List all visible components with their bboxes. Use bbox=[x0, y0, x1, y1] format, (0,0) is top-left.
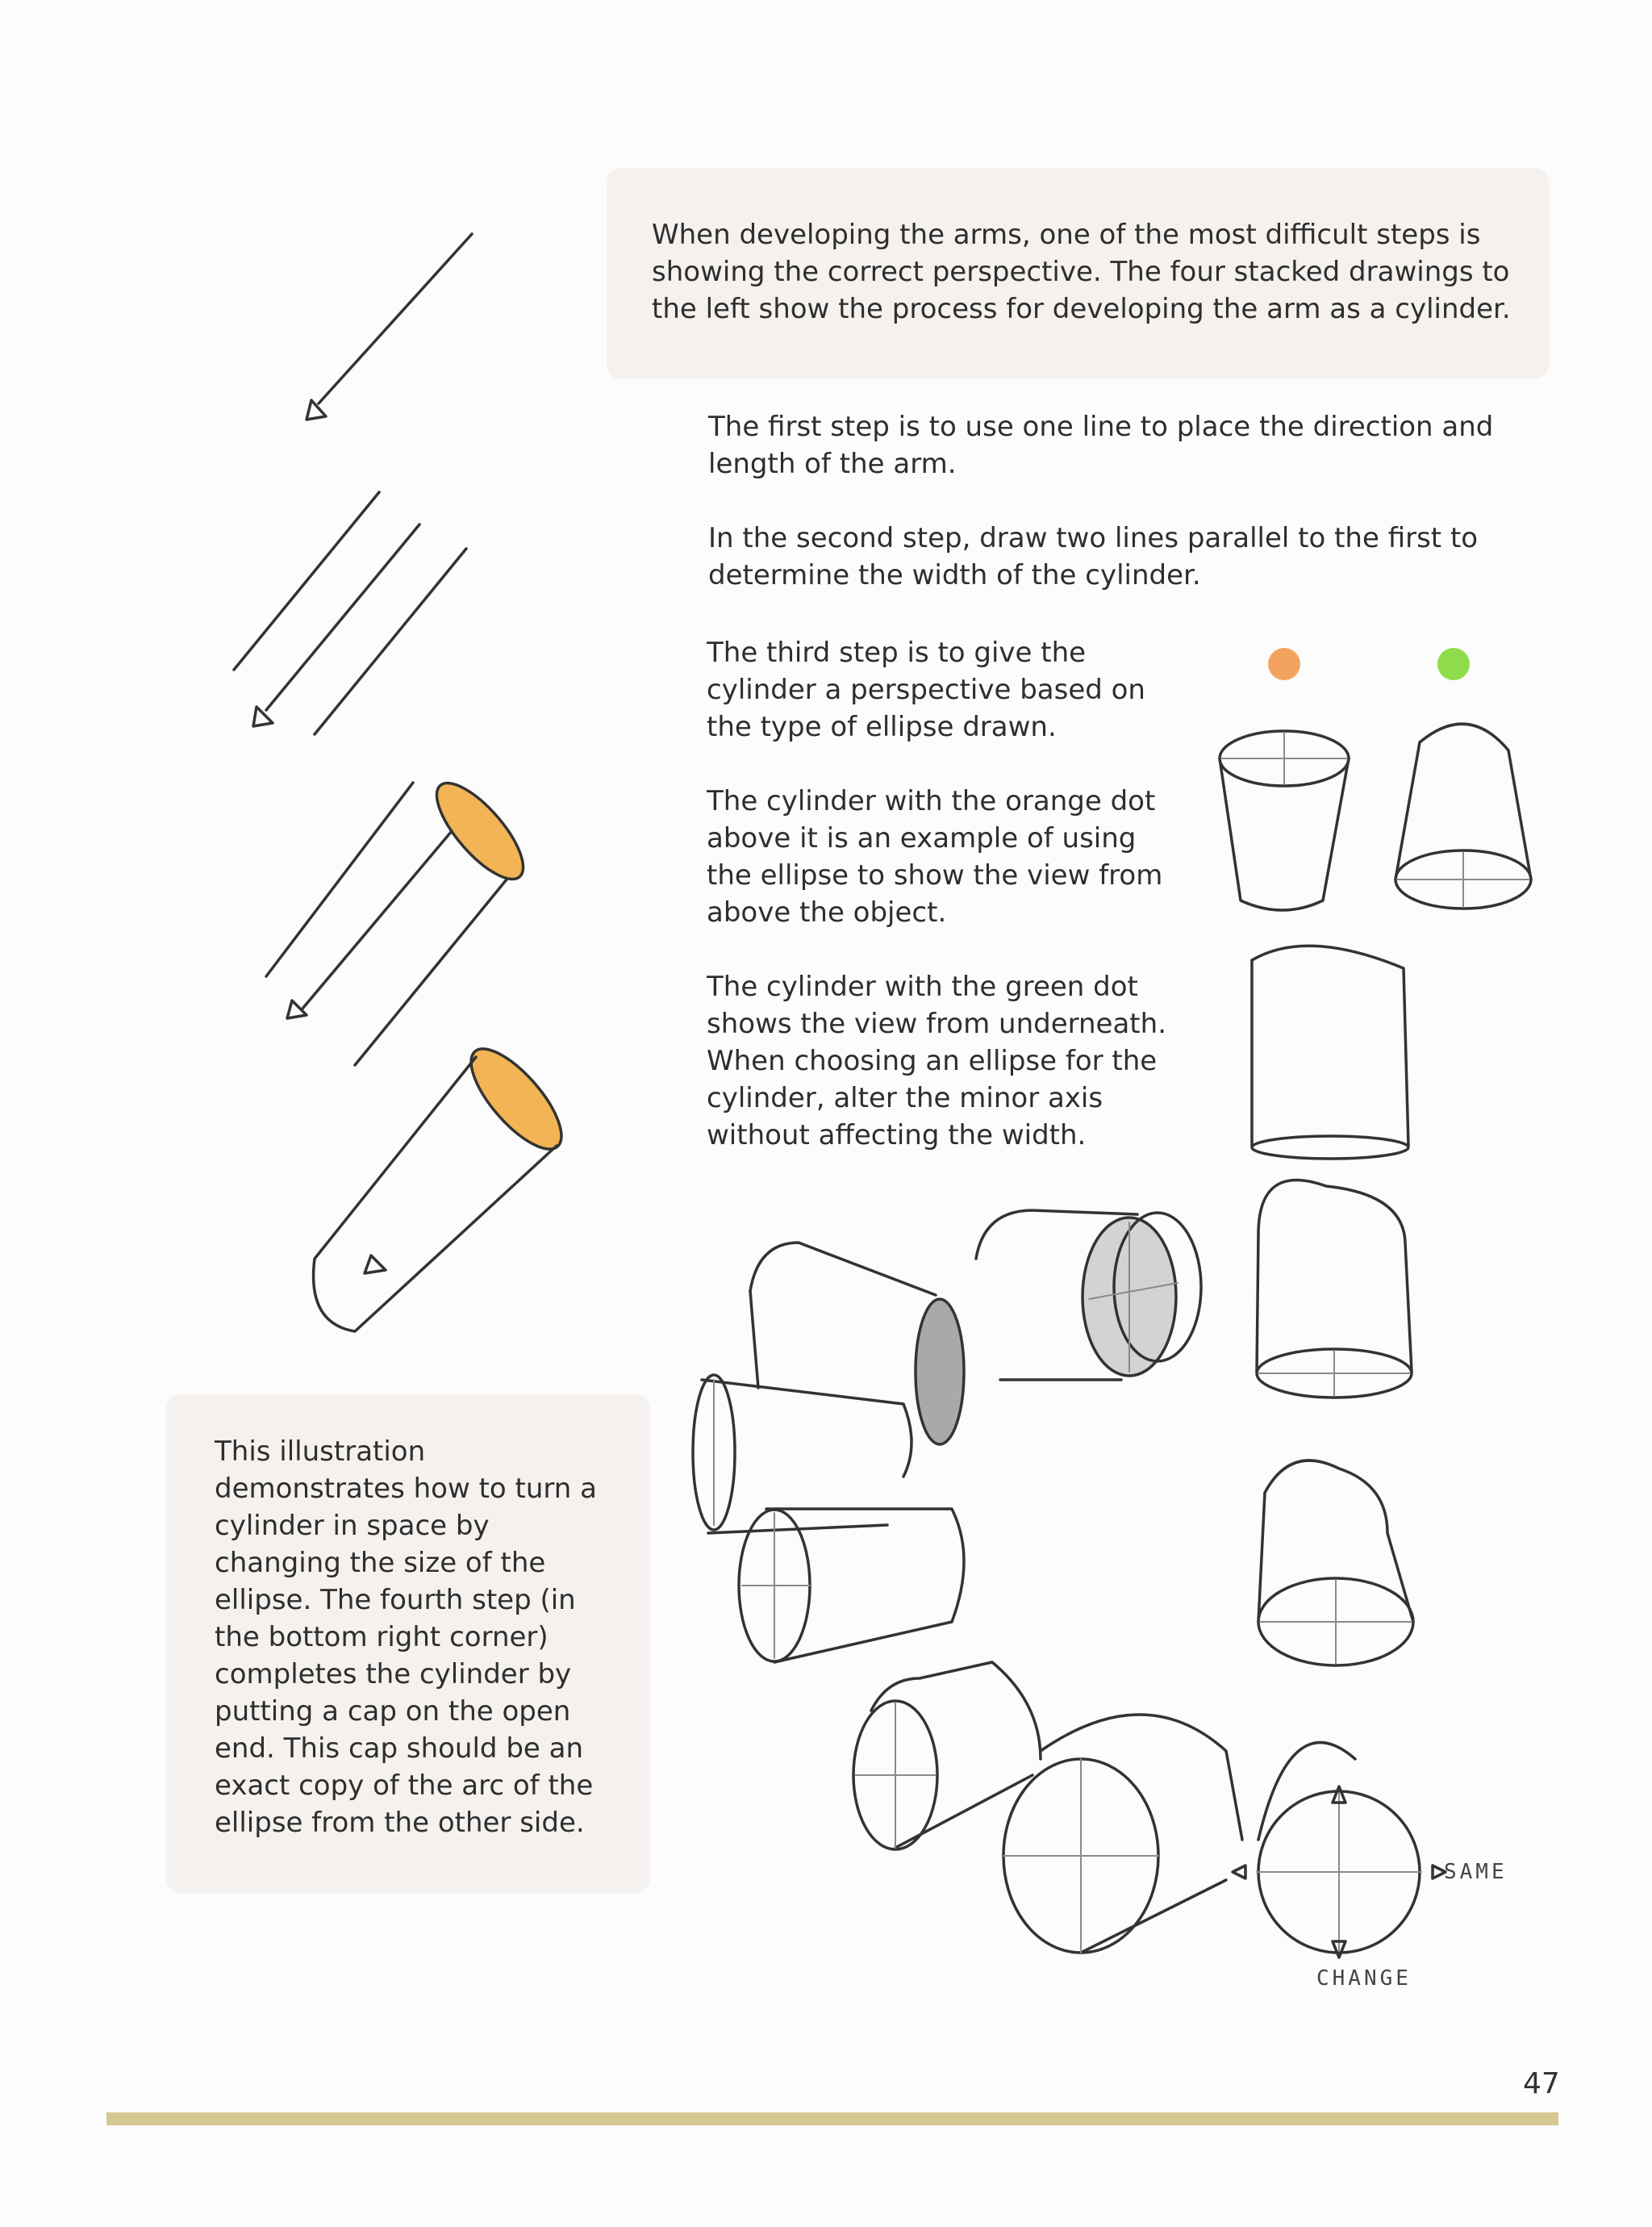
first-step-text: The first step is to use one line to place the direction and length of the arm. bbox=[708, 411, 1494, 480]
change-annotation: CHANGE bbox=[1316, 1966, 1412, 1991]
second-step-text: In the second step, draw two lines parallel to the first to determine the width of the cylinder. bbox=[708, 522, 1479, 591]
step3-orange-ellipse bbox=[423, 771, 537, 892]
orange-dot bbox=[1268, 648, 1300, 680]
page-number: 47 bbox=[1523, 2067, 1560, 2100]
same-annotation: SAME bbox=[1444, 1860, 1508, 1884]
intro-text: When developing the arms, one of the most difficult steps is showing the correct perspective. The four stacked drawings to the left show the process for developing the arm as a cylinder. bbox=[652, 219, 1511, 325]
rotation-column-cylinder-1 bbox=[1252, 946, 1408, 1159]
rotation-column-cylinder-2 bbox=[1257, 1180, 1412, 1398]
step1-line-sketch bbox=[307, 234, 472, 420]
orange-dot-text: The cylinder with the orange dot above it is an example of using the ellipse to show the view from above the object. bbox=[707, 785, 1163, 929]
third-step-text: The third step is to give the cylinder a perspective based on the type of ellipse drawn. bbox=[707, 637, 1145, 743]
green-dot-text: The cylinder with the green dot shows the view from underneath. When choosing an ellipse for the cylinder, alter the minor axis without affecting the width. bbox=[707, 971, 1166, 1151]
bottom-view-cylinder-sketch bbox=[1395, 724, 1531, 909]
green-dot bbox=[1437, 648, 1470, 680]
step4-orange-ellipse bbox=[457, 1035, 576, 1162]
footer-rule bbox=[106, 2112, 1558, 2125]
rotating-cylinders-arc-sketch bbox=[693, 1210, 1242, 1953]
step3-ellipse-sketch bbox=[266, 771, 536, 1065]
rotation-column-cylinder-4 bbox=[1233, 1743, 1446, 1958]
step2-parallel-lines-sketch bbox=[234, 492, 466, 734]
rotation-column-cylinder-3 bbox=[1258, 1460, 1413, 1665]
top-view-cylinder-sketch bbox=[1220, 731, 1349, 910]
step4-capped-cylinder-sketch bbox=[314, 1035, 576, 1331]
caption-text: This illustration demonstrates how to turn a cylinder in space by changing the size of the ellipse. The fourth step (in the bottom right corner) completes the cylinder by putting a cap on the open end. This cap should be an exact copy of the arc of the ellipse from the other side. bbox=[215, 1435, 597, 1839]
